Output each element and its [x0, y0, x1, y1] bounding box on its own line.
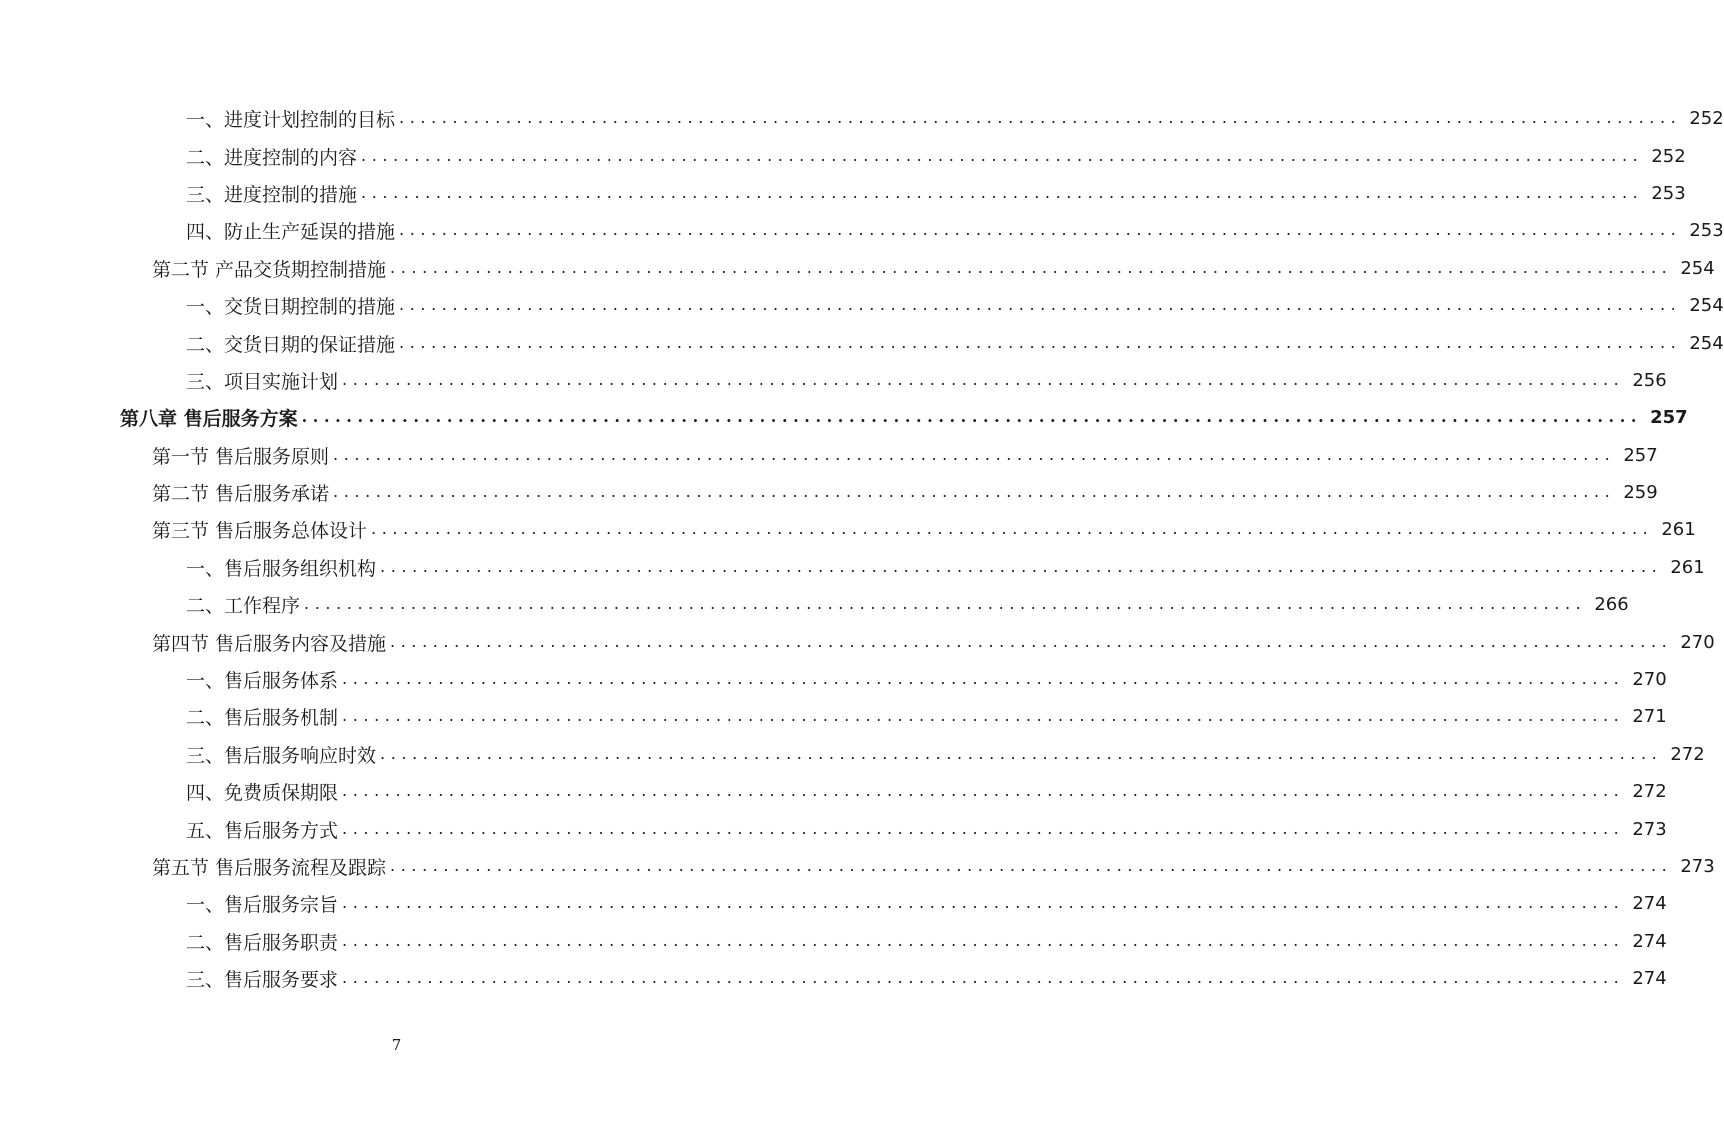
toc-entry-title: 第二节 售后服务承诺 — [152, 483, 330, 506]
toc-entry-title: 二、售后服务机制 — [186, 707, 339, 730]
dot-leader: ........................................................................................................................ — [361, 145, 1644, 165]
toc-entry-page: 270 — [1680, 631, 1715, 653]
dot-leader: ........................................................................................................................ — [399, 295, 1682, 315]
toc-entry-page: 252 — [1651, 145, 1686, 167]
toc-entry[interactable] — [0, 137, 1686, 174]
dot-leader: ........................................................................................................................ — [399, 220, 1682, 240]
toc-entry-page: 254 — [1689, 332, 1724, 354]
toc-entry-section[interactable] — [0, 623, 1715, 660]
toc-entry-title: 五、售后服务方式 — [186, 819, 339, 842]
table-of-contents — [0, 100, 1724, 997]
toc-entry[interactable] — [0, 212, 1724, 249]
toc-entry[interactable] — [0, 287, 1724, 324]
toc-entry-page: 273 — [1632, 818, 1667, 840]
toc-entry[interactable] — [0, 362, 1667, 399]
toc-entry-title: 第四节 售后服务内容及措施 — [152, 632, 387, 655]
toc-entry-page: 253 — [1689, 220, 1724, 242]
toc-entry[interactable] — [0, 100, 1724, 137]
dot-leader: ........................................................................................................................ — [380, 743, 1663, 763]
dot-leader: ........................................................................................................................ — [342, 818, 1625, 838]
dot-leader: ........................................................................................................................ — [333, 444, 1616, 464]
toc-entry[interactable] — [0, 960, 1667, 997]
dot-leader: ........................................................................................................................ — [399, 108, 1682, 128]
toc-entry-page: 261 — [1661, 519, 1696, 541]
dot-leader: ........................................................................................................................ — [361, 182, 1644, 202]
dot-leader: ........................................................................................................................ — [380, 556, 1663, 576]
dot-leader: ........................................................................................................................ — [301, 407, 1643, 427]
toc-entry-title: 三、售后服务响应时效 — [186, 744, 377, 767]
toc-entry[interactable] — [0, 586, 1629, 623]
toc-entry-section[interactable] — [0, 474, 1658, 511]
dot-leader: ........................................................................................................................ — [342, 369, 1625, 389]
dot-leader: ........................................................................................................................ — [390, 856, 1673, 875]
dot-leader: ........................................................................................................................ — [342, 669, 1625, 689]
toc-entry-title: 一、售后服务宗旨 — [186, 894, 339, 917]
toc-entry[interactable] — [0, 549, 1705, 586]
toc-entry[interactable] — [0, 698, 1667, 735]
toc-entry-page: 259 — [1623, 482, 1658, 504]
toc-entry[interactable] — [0, 885, 1667, 922]
toc-entry[interactable] — [0, 661, 1667, 698]
toc-entry-title: 四、防止生产延误的措施 — [186, 221, 396, 244]
dot-leader: ........................................................................................................................ — [371, 519, 1654, 539]
dot-leader: ........................................................................................................................ — [342, 706, 1625, 726]
toc-entry[interactable] — [0, 923, 1667, 960]
toc-entry-page: 272 — [1632, 781, 1667, 803]
page-number: 7 — [391, 1036, 402, 1054]
toc-entry-title: 一、交货日期控制的措施 — [186, 296, 396, 319]
toc-entry-page: 254 — [1689, 295, 1724, 317]
toc-entry-title: 一、进度计划控制的目标 — [186, 109, 396, 132]
toc-entry-title: 第二节 产品交货期控制措施 — [152, 258, 387, 281]
toc-entry-title: 一、售后服务体系 — [186, 670, 339, 693]
toc-entry-title: 第三节 售后服务总体设计 — [152, 520, 368, 543]
toc-entry-page: 274 — [1632, 893, 1667, 915]
toc-entry-page: 271 — [1632, 706, 1667, 728]
toc-entry-title: 一、售后服务组织机构 — [186, 557, 377, 580]
dot-leader: ........................................................................................................................ — [342, 930, 1625, 950]
toc-entry-title: 三、进度控制的措施 — [186, 183, 358, 206]
dot-leader: ........................................................................................................................ — [399, 332, 1682, 352]
dot-leader: ........................................................................................................................ — [304, 594, 1587, 614]
toc-entry-page: 272 — [1670, 743, 1705, 765]
toc-entry-page: 253 — [1651, 182, 1686, 204]
toc-entry[interactable] — [0, 773, 1667, 810]
toc-entry-section[interactable] — [0, 437, 1658, 474]
toc-entry-page: 266 — [1594, 594, 1629, 616]
toc-entry-section[interactable] — [0, 511, 1696, 548]
toc-entry[interactable] — [0, 175, 1686, 212]
toc-entry-page: 256 — [1632, 369, 1667, 391]
dot-leader: ........................................................................................................................ — [390, 631, 1673, 651]
toc-entry-title: 四、免费质保期限 — [186, 782, 339, 805]
dot-leader: ........................................................................................................................ — [342, 968, 1625, 988]
toc-entry-page: 254 — [1680, 257, 1715, 279]
toc-entry[interactable] — [0, 810, 1667, 847]
toc-entry-title: 二、交货日期的保证措施 — [186, 333, 396, 356]
toc-entry-page: 261 — [1670, 556, 1705, 578]
toc-entry-title: 第一节 售后服务原则 — [152, 445, 330, 468]
toc-entry-title: 二、工作程序 — [186, 595, 301, 618]
toc-entry-page: 257 — [1650, 407, 1688, 429]
toc-entry-title: 三、项目实施计划 — [186, 370, 339, 393]
toc-entry-page: 270 — [1632, 669, 1667, 691]
toc-entry-title: 第五节 售后服务流程及跟踪 — [152, 857, 387, 879]
toc-entry-page: 274 — [1632, 968, 1667, 990]
toc-entry-page: 252 — [1689, 108, 1724, 130]
toc-entry-title: 三、售后服务要求 — [186, 969, 339, 992]
toc-entry-title: 二、售后服务职责 — [186, 931, 339, 954]
dot-leader: ........................................................................................................................ — [333, 482, 1616, 502]
toc-entry-page: 274 — [1632, 930, 1667, 952]
toc-entry-section[interactable] — [0, 250, 1715, 287]
toc-entry[interactable] — [0, 736, 1705, 773]
toc-entry-page: 273 — [1680, 856, 1715, 877]
toc-entry[interactable] — [0, 324, 1724, 361]
dot-leader: ........................................................................................................................ — [342, 781, 1625, 801]
toc-entry-page: 257 — [1623, 444, 1658, 466]
dot-leader: ........................................................................................................................ — [342, 893, 1625, 913]
dot-leader: ........................................................................................................................ — [390, 257, 1673, 277]
toc-entry-title: 二、进度控制的内容 — [186, 146, 358, 169]
toc-entry-chapter[interactable] — [0, 399, 1688, 436]
toc-entry-title: 第八章 售后服务方案 — [120, 408, 298, 431]
toc-entry-section[interactable] — [0, 848, 1715, 885]
